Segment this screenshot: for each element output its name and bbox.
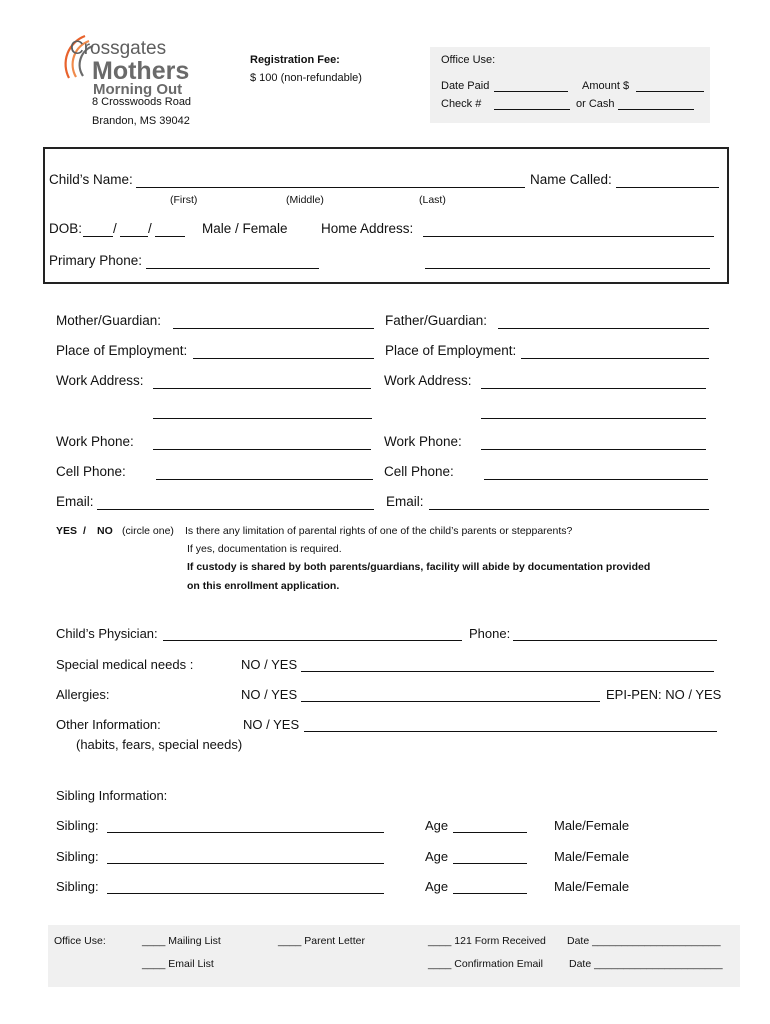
fee-value: $ 100 (non-refundable) <box>250 72 362 84</box>
dob-slash-2: / <box>148 221 152 236</box>
logo-line3: Morning Out <box>93 81 183 98</box>
other-info-no-yes[interactable]: NO / YES <box>243 717 300 732</box>
primary-phone-field[interactable] <box>146 268 319 269</box>
child-name-field[interactable] <box>136 187 525 188</box>
sibling-2-label: Sibling: <box>56 849 99 864</box>
custody-if-yes: If yes, documentation is required. <box>187 543 342 555</box>
mother-work-address-field-2[interactable] <box>153 418 372 419</box>
home-address-field-2[interactable] <box>425 268 710 269</box>
custody-no[interactable]: NO <box>97 525 113 537</box>
dob-label: DOB: <box>49 221 83 236</box>
allergies-label: Allergies: <box>56 687 110 702</box>
first-caption: (First) <box>170 194 198 206</box>
check-field[interactable] <box>494 109 570 110</box>
allergies-no-yes[interactable]: NO / YES <box>241 687 298 702</box>
child-name-label: Child’s Name: <box>49 172 133 187</box>
primary-phone-label: Primary Phone: <box>49 253 143 268</box>
sibling-3-label: Sibling: <box>56 879 99 894</box>
father-label: Father/Guardian: <box>385 313 488 328</box>
other-info-label: Other Information: <box>56 717 161 732</box>
address-line2: Brandon, MS 39042 <box>92 115 190 127</box>
father-field[interactable] <box>498 328 709 329</box>
father-cell-label: Cell Phone: <box>384 464 454 479</box>
father-work-address-label: Work Address: <box>384 373 472 388</box>
father-work-phone-label: Work Phone: <box>384 434 462 449</box>
last-caption: (Last) <box>419 194 446 206</box>
mother-employment-label: Place of Employment: <box>56 343 188 358</box>
custody-slash: / <box>83 525 86 537</box>
physician-phone-field[interactable] <box>513 640 717 641</box>
address-line1: 8 Crosswoods Road <box>92 96 192 108</box>
other-info-field[interactable] <box>304 731 717 732</box>
amount-field[interactable] <box>636 91 704 92</box>
sibling-1-age-label: Age <box>425 818 449 833</box>
gender-option[interactable]: Male / Female <box>202 221 288 236</box>
sibling-1-age-field[interactable] <box>453 832 527 833</box>
date-2-field[interactable]: Date ______________________ <box>569 958 723 970</box>
middle-caption: (Middle) <box>286 194 324 206</box>
cash-label: or Cash <box>576 98 615 110</box>
dob-day-field[interactable] <box>120 236 148 237</box>
email-list-check[interactable]: ____ Email List <box>142 958 214 970</box>
crossgates-logo <box>55 32 215 100</box>
special-needs-no-yes[interactable]: NO / YES <box>241 657 298 672</box>
mailing-list-check[interactable]: ____ Mailing List <box>142 935 221 947</box>
office-use-title: Office Use: <box>441 54 496 66</box>
date-paid-label: Date Paid <box>441 80 490 92</box>
custody-shared-line2: on this enrollment application. <box>187 580 340 592</box>
logo-arcs-icon <box>55 32 215 100</box>
fee-label: Registration Fee: <box>250 54 340 66</box>
sibling-1-field[interactable] <box>107 832 384 833</box>
special-needs-label: Special medical needs : <box>56 657 194 672</box>
sibling-3-gender[interactable]: Male/Female <box>554 879 630 894</box>
sibling-2-age-label: Age <box>425 849 449 864</box>
home-address-field-1[interactable] <box>423 236 714 237</box>
special-needs-field[interactable] <box>301 671 714 672</box>
other-info-sublabel: (habits, fears, special needs) <box>76 737 243 752</box>
logo-line2: Mothers <box>92 57 190 85</box>
dob-month-field[interactable] <box>83 236 113 237</box>
mother-email-field[interactable] <box>97 509 374 510</box>
custody-question: Is there any limitation of parental rights of one of the child’s parents or stepparents? <box>185 525 573 537</box>
sibling-2-gender[interactable]: Male/Female <box>554 849 630 864</box>
sibling-3-field[interactable] <box>107 893 384 894</box>
sibling-2-field[interactable] <box>107 863 384 864</box>
epipen-no-yes[interactable]: EPI-PEN: NO / YES <box>606 687 722 702</box>
date-paid-field[interactable] <box>494 91 568 92</box>
sibling-3-age-field[interactable] <box>453 893 527 894</box>
father-cell-field[interactable] <box>484 479 708 480</box>
sibling-1-label: Sibling: <box>56 818 99 833</box>
father-employment-field[interactable] <box>521 358 709 359</box>
child-info-box <box>43 147 729 284</box>
custody-yes[interactable]: YES <box>56 525 78 537</box>
mother-work-address-label: Work Address: <box>56 373 144 388</box>
father-email-field[interactable] <box>429 509 709 510</box>
name-called-label: Name Called: <box>530 172 612 187</box>
cash-field[interactable] <box>618 109 694 110</box>
mother-cell-field[interactable] <box>156 479 373 480</box>
confirmation-email-check[interactable]: ____ Confirmation Email <box>428 958 543 970</box>
dob-slash-1: / <box>113 221 117 236</box>
physician-phone-label: Phone: <box>469 626 511 641</box>
mother-label: Mother/Guardian: <box>56 313 162 328</box>
father-employment-label: Place of Employment: <box>385 343 517 358</box>
mother-work-phone-field[interactable] <box>153 449 371 450</box>
logo-line1: Crossgates <box>70 38 167 59</box>
father-work-address-field-2[interactable] <box>481 418 706 419</box>
sibling-1-gender[interactable]: Male/Female <box>554 818 630 833</box>
allergies-field[interactable] <box>301 701 600 702</box>
mother-email-label: Email: <box>56 494 94 509</box>
mother-work-address-field-1[interactable] <box>153 388 371 389</box>
sibling-2-age-field[interactable] <box>453 863 527 864</box>
parent-letter-check[interactable]: ____ Parent Letter <box>278 935 365 947</box>
mother-work-phone-label: Work Phone: <box>56 434 134 449</box>
sibling-heading: Sibling Information: <box>56 788 168 803</box>
physician-label: Child’s Physician: <box>56 626 158 641</box>
father-email-label: Email: <box>386 494 424 509</box>
check-label: Check # <box>441 98 482 110</box>
mother-field[interactable] <box>173 328 374 329</box>
dob-year-field[interactable] <box>155 236 185 237</box>
physician-field[interactable] <box>163 640 462 641</box>
mother-employment-field[interactable] <box>193 358 374 359</box>
amount-label: Amount $ <box>582 80 630 92</box>
sibling-3-age-label: Age <box>425 879 449 894</box>
circle-one-note: (circle one) <box>122 525 174 537</box>
father-work-address-field-1[interactable] <box>481 388 706 389</box>
custody-shared-line1: If custody is shared by both parents/guardians, facility will abide by documentation provided <box>187 561 651 573</box>
father-work-phone-field[interactable] <box>481 449 706 450</box>
mother-cell-label: Cell Phone: <box>56 464 126 479</box>
home-address-label: Home Address: <box>321 221 414 236</box>
form-121-check[interactable]: ____ 121 Form Received <box>428 935 546 947</box>
name-called-field[interactable] <box>616 187 719 188</box>
footer-office-label: Office Use: <box>54 935 106 947</box>
date-1-field[interactable]: Date ______________________ <box>567 935 721 947</box>
